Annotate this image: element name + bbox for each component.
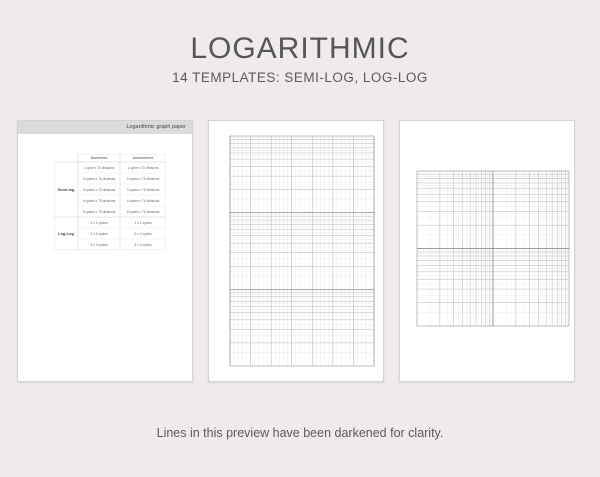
preview-page-log-log <box>399 120 575 382</box>
table-cell: 3 cycles x 70 divisions <box>82 187 116 192</box>
index-page-title: Logarithmic graph paper <box>126 124 186 130</box>
table-cell: 5 cycles x 70 divisions <box>126 209 160 214</box>
page-title: LOGARITHMIC <box>190 32 410 65</box>
table-column-header: Unnumbered <box>132 156 154 160</box>
table-column-header: Numbered <box>90 156 108 160</box>
table-cell: 1 x 1 cycles <box>134 220 152 225</box>
table-group-label: Log-Log <box>58 231 74 236</box>
table-group-label: Semi-log <box>57 187 75 192</box>
log-log-grid <box>400 121 574 381</box>
templates-table <box>54 154 166 250</box>
table-cell: 1 x 1 cycles <box>90 220 108 225</box>
table-cell: 2 cycles x 70 divisions <box>82 176 116 181</box>
table-cell: 4 cycles x 70 divisions <box>82 198 116 203</box>
preview-page-index <box>17 120 193 382</box>
table-cell: 2 x 2 cycles <box>90 231 108 236</box>
semi-log-grid <box>209 121 383 381</box>
index-page-header <box>18 121 192 134</box>
table-cell: 5 cycles x 70 divisions <box>82 209 116 214</box>
preview-note: Lines in this preview have been darkened for clarity. <box>156 426 444 440</box>
table-cell: 3 x 3 cycles <box>90 242 108 247</box>
table-cell: 1 cycle x 70 divisions <box>127 165 159 170</box>
table-cell: 1 cycle x 70 divisions <box>83 165 115 170</box>
table-cell: 2 cycles x 70 divisions <box>126 176 160 181</box>
table-cell: 3 cycles x 70 divisions <box>126 187 160 192</box>
page-subtitle: 14 TEMPLATES: SEMI-LOG, LOG-LOG <box>172 70 428 85</box>
table-cell: 4 cycles x 70 divisions <box>126 198 160 203</box>
table-cell: 2 x 2 cycles <box>134 231 152 236</box>
table-cell: 3 x 3 cycles <box>134 242 152 247</box>
preview-page-semi-log <box>208 120 384 382</box>
